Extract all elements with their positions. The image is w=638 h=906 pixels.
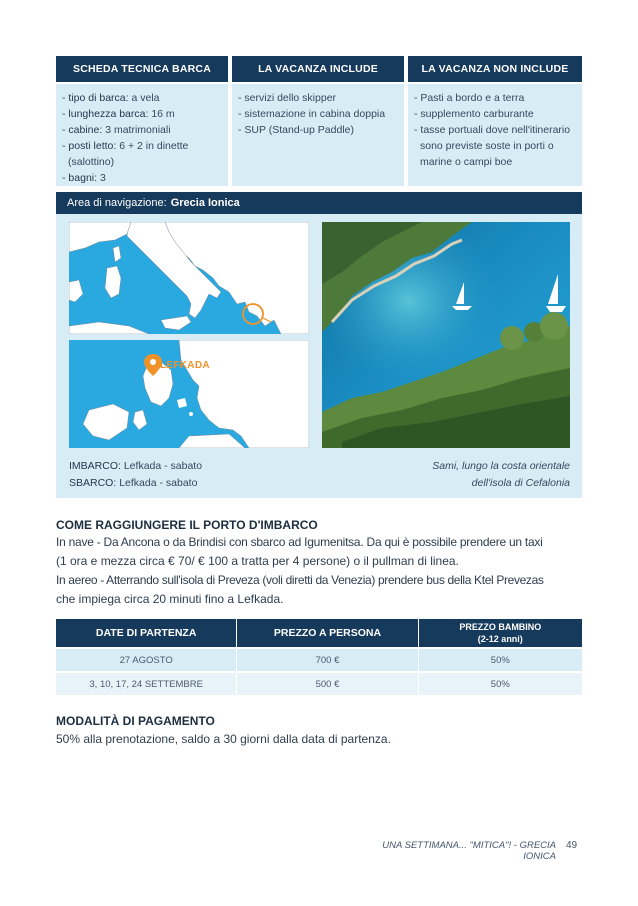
imbarco-label: IMBARCO: <box>69 460 121 472</box>
exclude-item: - supplemento carburante <box>414 108 534 120</box>
table-row <box>56 648 582 672</box>
europe-overview-map <box>69 222 309 334</box>
include-item: - sistemazione in cabina doppia <box>238 108 386 120</box>
page-number: 49 <box>566 840 578 851</box>
header-vacanza-include: LA VACANZA INCLUDE <box>232 56 404 82</box>
sbarco-value: Lefkada - sabato <box>119 477 198 489</box>
header-vacanza-non-include: LA VACANZA NON INCLUDE <box>408 56 582 82</box>
excludes-column <box>408 84 582 186</box>
lefkada-pin-label: LEFKADA <box>160 360 210 371</box>
lefkada-detail-map <box>69 340 309 448</box>
header-scheda-tecnica: SCHEDA TECNICA BARCA <box>56 56 228 82</box>
row-date: 27 AGOSTO <box>56 648 237 672</box>
embark-info <box>69 458 202 492</box>
spec-row: - tipo di barca: a vela <box>62 92 160 104</box>
photo-caption: Sami, lungo la costa orientale dell'isola di Cefalonia <box>432 460 570 489</box>
how-to-reach-title: COME RAGGIUNGERE IL PORTO D'IMBARCO <box>56 518 318 532</box>
boat-specs-column <box>56 84 228 186</box>
navigation-area-bar <box>56 192 582 214</box>
header-prezzo-bambino: PREZZO BAMBINO (2-12 anni) <box>418 619 582 648</box>
spec-row: - posti letto: 6 + 2 in dinette <box>62 140 189 152</box>
payment-title: MODALITÀ DI PAGAMENTO <box>56 714 215 728</box>
spec-row: (salottino) <box>68 156 115 168</box>
row-price: 700 € <box>237 648 418 672</box>
include-item: - servizi dello skipper <box>238 92 337 104</box>
payment-text: 50% alla prenotazione, saldo a 30 giorni dalla data di partenza. <box>56 732 391 746</box>
how-to-reach-text: In nave - Da Ancona o da Brindisi con sbarco ad Igumenitsa. Da qui è possibile prendere un taxi (1 ora e mezza circa € 70/ € 100 a tratta per 4 persone) o il pullman di linea. In aereo - Atterrando sull'isola di Preveza (voli diretti da Venezia) prendere bus della Ktel Prevezas che impiega circa 20 minuti fino a Lefkada. <box>56 535 544 606</box>
exclude-item: sono previste soste in porti o <box>420 140 554 152</box>
exclude-item: - Pasti a bordo e a terra <box>414 92 525 104</box>
row-price: 500 € <box>237 672 418 695</box>
row-child: 50% <box>418 672 582 695</box>
navigation-area-label: Area di navigazione: <box>67 197 167 209</box>
header-date-partenza: DATE DI PARTENZA <box>56 619 237 648</box>
row-child: 50% <box>418 648 582 672</box>
departure-prices-table <box>56 619 582 695</box>
exclude-item: marine o campi boe <box>420 156 513 168</box>
table-row <box>56 672 582 695</box>
navigation-area-value: Grecia Ionica <box>170 197 240 209</box>
includes-column <box>232 84 404 186</box>
sbarco-label: SBARCO: <box>69 477 117 489</box>
spec-row: - lunghezza barca: 16 m <box>62 108 175 120</box>
include-item: - SUP (Stand-up Paddle) <box>238 124 354 136</box>
spec-row: - bagni: 3 <box>62 172 106 184</box>
exclude-item: - tasse portuali dove nell'itinerario <box>414 124 571 136</box>
imbarco-value: Lefkada - sabato <box>123 460 203 472</box>
row-date: 3, 10, 17, 24 SETTEMBRE <box>56 672 237 695</box>
cefalonia-bay-photo <box>322 222 570 448</box>
header-prezzo-persona: PREZZO A PERSONA <box>237 619 418 648</box>
footer-title: UNA SETTIMANA... "MITICA"! - GRECIA IONICA <box>382 840 556 862</box>
spec-row: - cabine: 3 matrimoniali <box>62 124 171 136</box>
